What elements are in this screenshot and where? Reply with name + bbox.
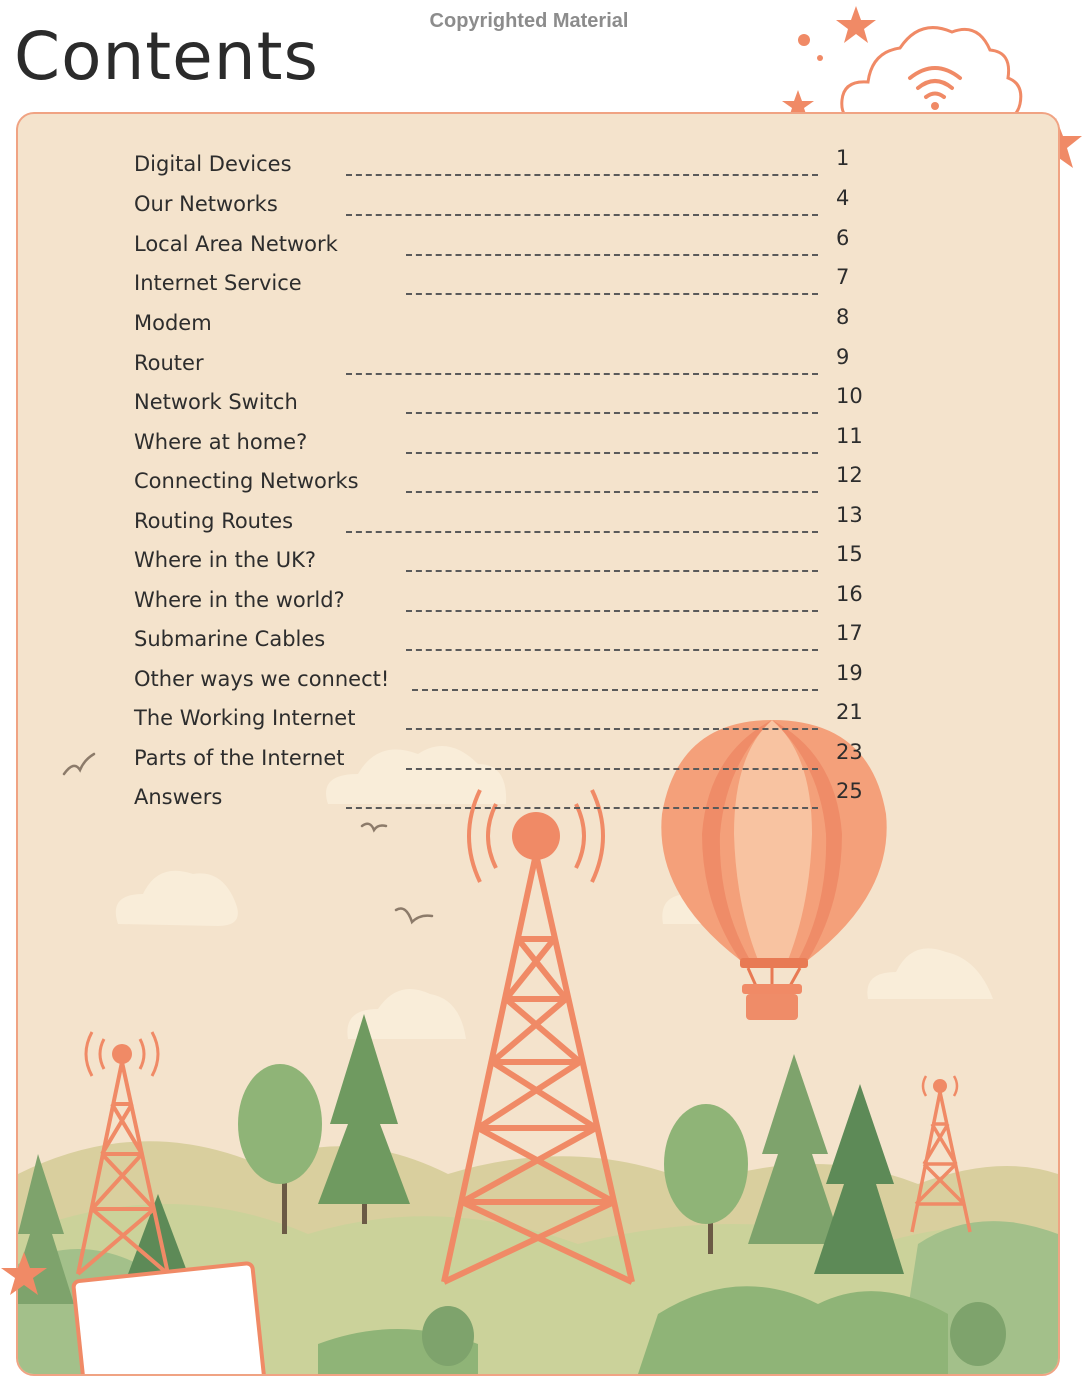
toc-leader (346, 807, 818, 809)
toc-label: Internet Service (134, 271, 302, 295)
star-icon (0, 1250, 50, 1300)
toc-page-number: 25 (836, 779, 863, 803)
toc-label: Local Area Network (134, 232, 338, 256)
toc-entry[interactable] (134, 305, 874, 351)
toc-leader (406, 728, 818, 730)
toc-page-number: 16 (836, 582, 863, 606)
toc-page-number: 6 (836, 226, 850, 250)
toc-label: Connecting Networks (134, 469, 359, 493)
toc-entry[interactable] (134, 384, 874, 430)
toc-label: Where in the UK? (134, 548, 317, 572)
toc-label: Modem (134, 311, 212, 335)
toc-label: Our Networks (134, 192, 278, 216)
toc-entry[interactable] (134, 146, 874, 192)
toc-leader (346, 174, 818, 176)
toc-entry[interactable] (134, 740, 874, 786)
toc-entry[interactable] (134, 345, 874, 391)
toc-leader (346, 531, 818, 533)
toc-leader (412, 689, 818, 691)
toc-page-number: 11 (836, 424, 863, 448)
toc-leader (406, 491, 818, 493)
toc-leader (406, 570, 818, 572)
toc-page-number: 9 (836, 345, 850, 369)
toc-page-number: 15 (836, 542, 863, 566)
toc-entry[interactable] (134, 424, 874, 470)
toc-entry[interactable] (134, 582, 874, 628)
toc-page-number: 13 (836, 503, 863, 527)
toc-entry[interactable] (134, 265, 874, 311)
toc-label: The Working Internet (134, 706, 356, 730)
toc-entry[interactable] (134, 661, 874, 707)
toc-label: Router (134, 351, 204, 375)
toc-label: Answers (134, 785, 223, 809)
toc-entry[interactable] (134, 463, 874, 509)
toc-entry[interactable] (134, 186, 874, 232)
toc-label: Network Switch (134, 390, 298, 414)
toc-leader (406, 412, 818, 414)
toc-entry[interactable] (134, 226, 874, 272)
toc-entry[interactable] (134, 779, 874, 825)
page-title: Contents (14, 18, 319, 95)
toc-page-number: 21 (836, 700, 863, 724)
toc-label: Other ways we connect! (134, 667, 390, 691)
toc-entry[interactable] (134, 621, 874, 667)
toc-leader (346, 373, 818, 375)
toc-leader (406, 768, 818, 770)
toc-page-number: 10 (836, 384, 863, 408)
toc-entry[interactable] (134, 700, 874, 746)
copyright-notice: Copyrighted Material (429, 10, 629, 32)
toc-label: Submarine Cables (134, 627, 326, 651)
toc-page-number: 4 (836, 186, 850, 210)
picture-frame (73, 1263, 269, 1374)
toc-leader (406, 254, 818, 256)
toc-page-number: 7 (836, 265, 850, 289)
toc-page-number: 1 (836, 146, 850, 170)
toc-label: Routing Routes (134, 509, 294, 533)
contents-panel (16, 112, 1060, 1376)
toc-label: Where at home? (134, 430, 308, 454)
toc-page-number: 19 (836, 661, 863, 685)
star-icon (836, 6, 876, 43)
toc-page-number: 17 (836, 621, 863, 645)
toc-page-number: 23 (836, 740, 863, 764)
toc-page-number: 8 (836, 305, 850, 329)
toc-leader (346, 214, 818, 216)
toc-label: Where in the world? (134, 588, 345, 612)
toc-label: Parts of the Internet (134, 746, 345, 770)
toc-leader (406, 610, 818, 612)
toc-leader (406, 452, 818, 454)
toc-label: Digital Devices (134, 152, 292, 176)
toc-entry[interactable] (134, 542, 874, 588)
toc-leader (406, 293, 818, 295)
toc-page-number: 12 (836, 463, 863, 487)
toc-leader (406, 649, 818, 651)
toc-entry[interactable] (134, 503, 874, 549)
